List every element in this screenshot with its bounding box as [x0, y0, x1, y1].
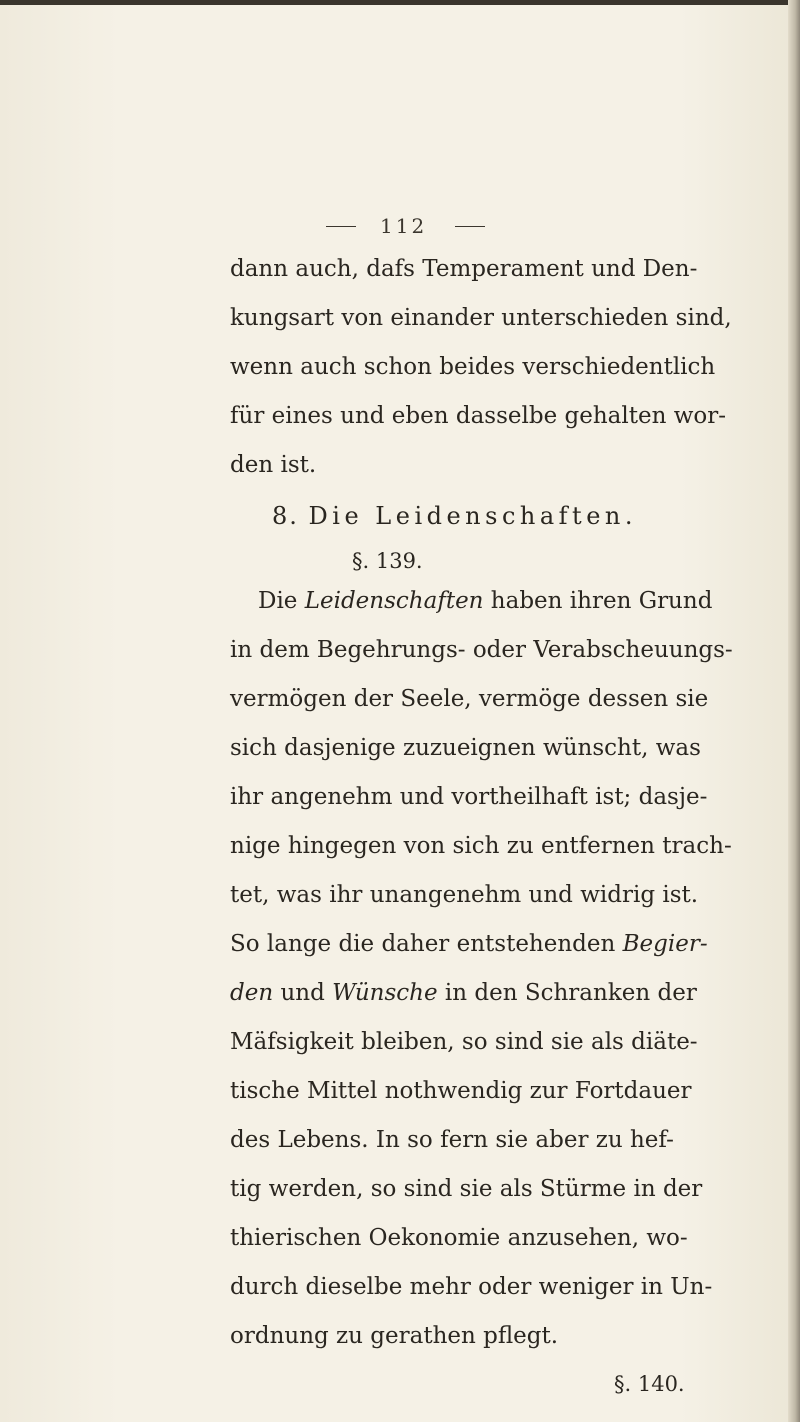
text-line: kungsart von einander unterschieden sind,	[230, 305, 732, 331]
text-line: thierischen Oekonomie anzusehen, wo-	[230, 1225, 688, 1251]
text-line: nige hingegen von sich zu entfernen trach-	[230, 833, 732, 859]
text-line: den und Wünsche in den Schranken der	[230, 980, 697, 1006]
section-heading	[272, 502, 637, 530]
text-line: tet, was ihr unangenehm und widrig ist.	[230, 882, 699, 908]
text-line: durch dieselbe mehr oder weniger in Un-	[230, 1274, 713, 1300]
text-line: dann auch, dafs Temperament und Den-	[230, 256, 698, 282]
text-line: in dem Begehrungs- oder Verabscheuungs-	[230, 637, 733, 663]
section-number: 8.	[272, 502, 299, 530]
text-line: sich dasjenige zuzueignen wünscht, was	[230, 735, 701, 761]
text-line: den ist.	[230, 452, 317, 478]
text-line: Mäfsigkeit bleiben, so sind sie als diäte-	[230, 1029, 698, 1055]
text-line: vermögen der Seele, vermöge dessen sie	[230, 686, 709, 712]
text-line: So lange die daher entstehenden Begier-	[230, 931, 708, 957]
text-line: ordnung zu gerathen pflegt.	[230, 1323, 559, 1349]
text-line: ihr angenehm und vortheilhaft ist; dasje-	[230, 784, 708, 810]
text-line: für eines und eben dasselbe gehalten wor-	[230, 403, 727, 429]
text-line: wenn auch schon beides verschiedentlich	[230, 354, 716, 380]
paragraph-number: §. 140.	[614, 1372, 685, 1396]
text-line: tische Mittel nothwendig zur Fortdauer	[230, 1078, 692, 1104]
text-line: des Lebens. In so fern sie aber zu hef-	[230, 1127, 674, 1153]
paragraph-number: §. 139.	[352, 549, 423, 573]
page-number: 112	[380, 214, 428, 238]
text-line: Die Leidenschaften haben ihren Grund	[258, 588, 713, 614]
section-title: Die Leidenschaften.	[308, 502, 637, 530]
text-line: tig werden, so sind sie als Stürme in der	[230, 1176, 703, 1202]
